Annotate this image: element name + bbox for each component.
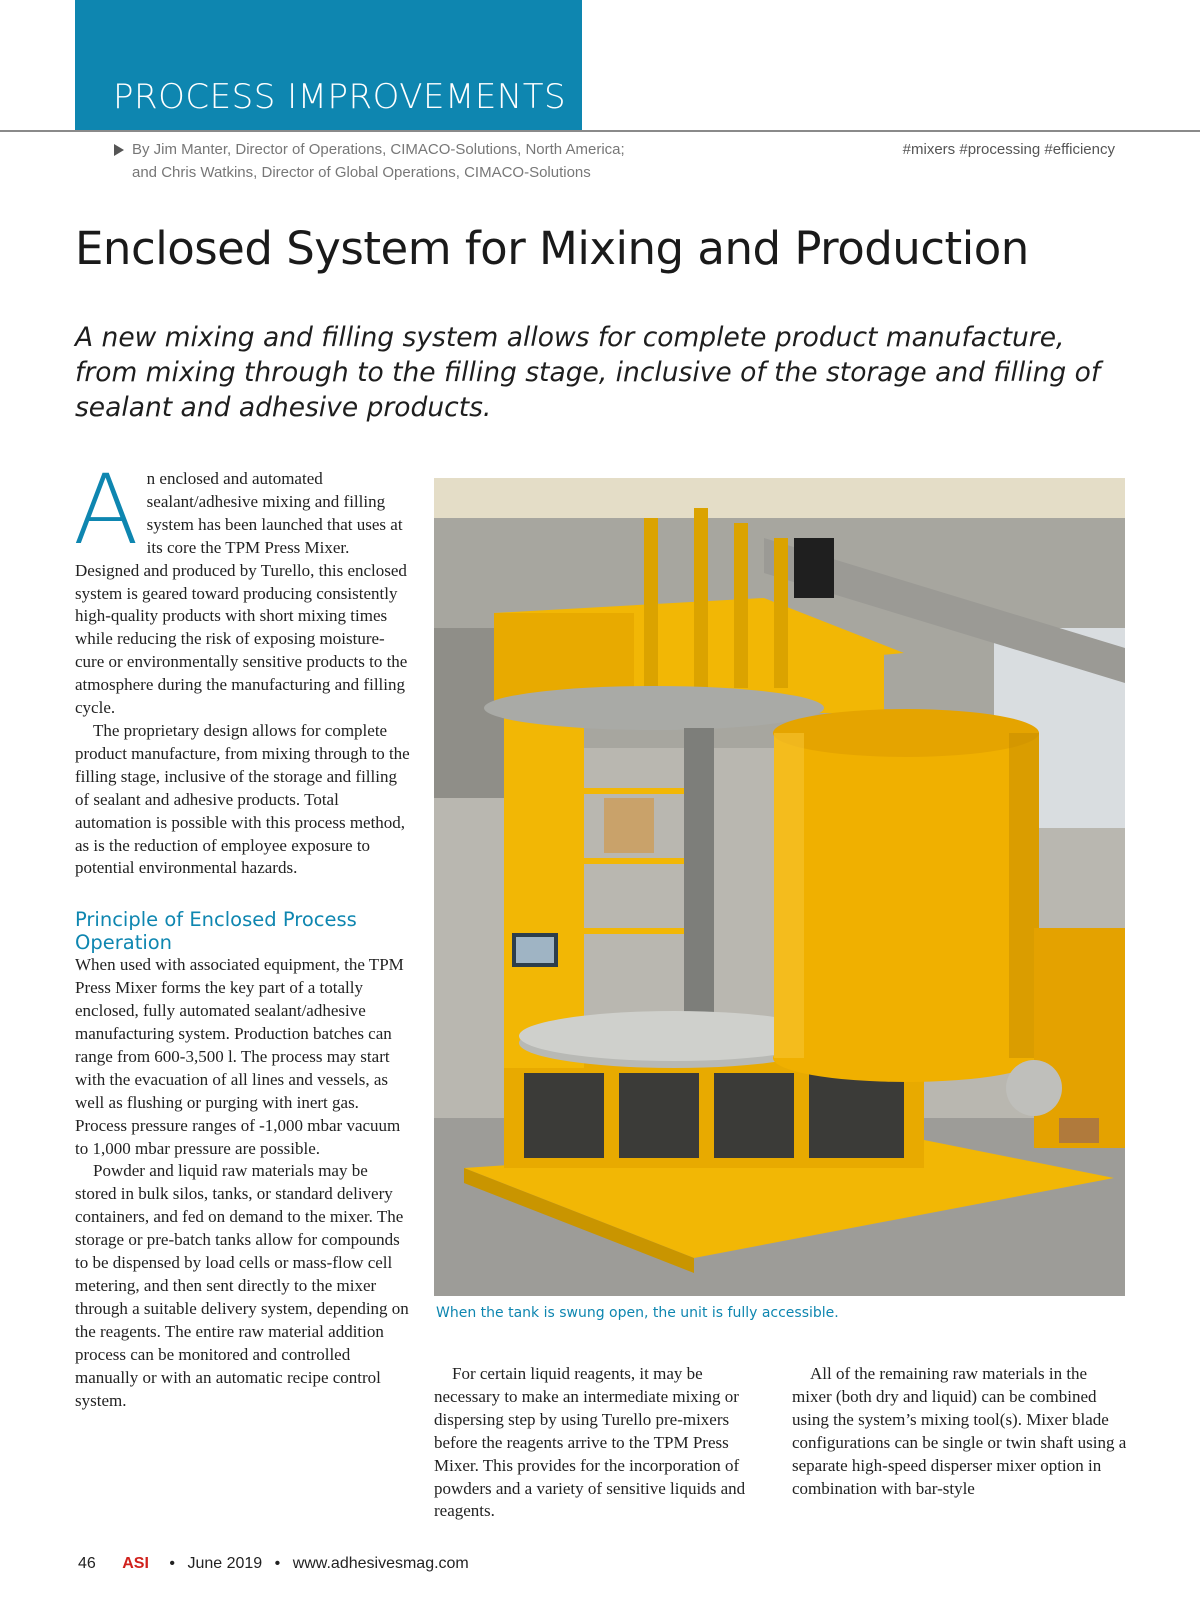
header-rule bbox=[0, 130, 1200, 132]
footer-bullet-1: • bbox=[169, 1555, 175, 1572]
paragraph-3: When used with associated equipment, the TPM Press Mixer forms the key part of a totally enclosed, fully automated sealant/adhesive manufacturing system. Production batches can range from 600-3,500 l. The process may start with the evacuation of all lines and vessels, as well as flushing or purging with inert gas. Process pressure ranges of -1,000 mbar vacuum to 1,000 mbar pressure are possible. bbox=[75, 955, 404, 1158]
drop-cap: A bbox=[73, 454, 139, 566]
paragraph-intro bbox=[73, 454, 410, 720]
paragraph-5: For certain liquid reagents, it may be necessary to make an intermediate mixing or dispersing step by using Turello pre-mixers before the reagents arrive to the TPM Press Mixer. This provides for the incorporation of powders and a variety of sensitive liquids and reagents. bbox=[434, 1364, 746, 1521]
page-number: 46 bbox=[78, 1555, 96, 1572]
website-url[interactable]: www.adhesivesmag.com bbox=[292, 1555, 469, 1572]
paragraph-intro-text: n enclosed and automated sealant/adhesive mixing and filling system has been launched that uses at its core the TPM Press Mixer. Designed and produced by Turello, this enclosed system is geared toward producing consistently high-quality products with short mixing times while reducing the risk of exposing moisture-cure or environmentally sensitive products to the atmosphere during the manufacturing and filling cycle. bbox=[75, 469, 408, 718]
byline bbox=[116, 138, 736, 184]
photo-caption: When the tank is swung open, the unit is fully accessible. bbox=[436, 1305, 839, 1321]
page-footer bbox=[78, 1555, 469, 1573]
section-label: PROCESS IMPROVEMENTS bbox=[113, 77, 567, 117]
footer-bullet-2: • bbox=[274, 1555, 281, 1572]
headline: Enclosed System for Mixing and Production bbox=[75, 222, 1029, 275]
mixer-photo-illustration bbox=[434, 478, 1125, 1296]
mixer-photo bbox=[434, 478, 1125, 1296]
column-3 bbox=[792, 1363, 1127, 1500]
issue-date: June 2019 bbox=[187, 1555, 263, 1572]
paragraph-4: Powder and liquid raw materials may be stored in bulk silos, tanks, or standard delivery containers, and fed on demand to the mixer. The storage or pre-batch tanks allow for compounds to be dispensed by load cells or mass-flow cell metering, and then sent directly to the mixer through a suitable delivery system, depending on the reagents. The entire raw material addition process can be monitored and controlled manually or with an automatic recipe control system. bbox=[75, 1161, 409, 1410]
byline-arrow-icon bbox=[114, 144, 124, 156]
magazine-logo: ASI bbox=[122, 1555, 149, 1572]
subhead: Principle of Enclosed Process Operation bbox=[75, 908, 357, 955]
column-1 bbox=[73, 454, 410, 1412]
byline-line-1: By Jim Manter, Director of Operations, CIMACO-Solutions, North America; bbox=[132, 141, 625, 158]
paragraph-6: All of the remaining raw materials in the mixer (both dry and liquid) can be combined using the system’s mixing tool(s). Mixer blade configurations can be single or twin shaft using a separate high-speed disperser mixer option in combination with bar-style bbox=[792, 1364, 1127, 1498]
section-banner bbox=[75, 0, 582, 131]
deck: A new mixing and filling system allows for complete product manufacture, from mixing through to the filling stage, inclusive of the storage and filling of sealant and adhesive products. bbox=[75, 322, 1101, 423]
column-2 bbox=[434, 1363, 769, 1523]
hashtags: #mixers #processing #efficiency bbox=[902, 141, 1115, 158]
paragraph-2: The proprietary design allows for complete product manufacture, from mixing through to the filling stage, inclusive of the storage and filling of sealant and adhesive products. Total automation is possible with this process method, as is the reduction of employee exposure to potential environmental hazards. bbox=[75, 720, 410, 878]
byline-line-2: and Chris Watkins, Director of Global Operations, CIMACO-Solutions bbox=[132, 164, 591, 181]
